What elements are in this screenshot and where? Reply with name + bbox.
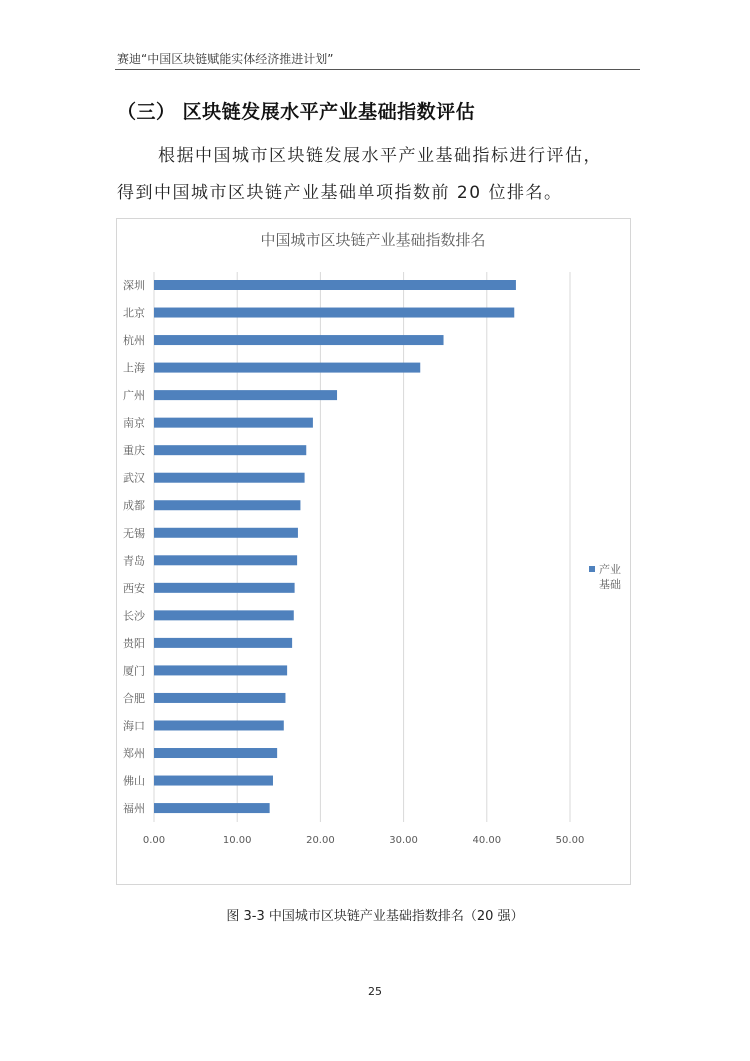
bar-海口 <box>154 720 284 730</box>
chart-title: 中国城市区块链产业基础指数排名 <box>260 231 486 249</box>
x-tick-label: 30.00 <box>389 835 418 846</box>
category-label: 南京 <box>123 416 145 430</box>
bar-武汉 <box>154 473 305 483</box>
category-label: 青岛 <box>123 554 145 568</box>
category-label: 厦门 <box>123 664 145 678</box>
bar-北京 <box>154 308 514 318</box>
bar-成都 <box>154 500 300 510</box>
category-label: 无锡 <box>123 526 145 540</box>
bar-青岛 <box>154 555 297 565</box>
category-label: 贵阳 <box>123 636 145 650</box>
category-label: 成都 <box>123 499 145 513</box>
category-label: 西安 <box>123 581 145 595</box>
bar-郑州 <box>154 748 277 758</box>
legend-swatch <box>589 566 595 572</box>
x-tick-label: 20.00 <box>306 835 335 846</box>
category-label: 上海 <box>123 361 145 375</box>
x-tick-label: 10.00 <box>222 835 252 846</box>
category-label: 武汉 <box>123 471 145 485</box>
document-header: 赛迪“中国区块链赋能实体经济推进计划” <box>117 52 334 66</box>
bar-合肥 <box>154 693 285 703</box>
category-label: 海口 <box>123 719 145 733</box>
bar-深圳 <box>154 280 516 290</box>
body-paragraph-line-1: 根据中国城市区块链发展水平产业基础指标进行评估， <box>158 146 602 166</box>
body-paragraph-line-2: 得到中国城市区块链产业基础单项指数前 20 位排名。 <box>117 183 563 203</box>
category-label: 长沙 <box>123 609 145 623</box>
section-title: （三） 区块链发展水平产业基础指数评估 <box>117 101 476 123</box>
legend-label-line-1: 产业 <box>599 563 621 576</box>
bar-广州 <box>154 390 337 400</box>
bar-贵阳 <box>154 638 292 648</box>
bar-南京 <box>154 418 313 428</box>
legend-label-line-2: 基础 <box>599 578 621 591</box>
category-label: 合肥 <box>123 691 145 705</box>
bar-上海 <box>154 363 420 373</box>
page-number: 25 <box>368 985 382 998</box>
category-label: 佛山 <box>123 774 145 788</box>
x-tick-label: 50.00 <box>555 835 585 846</box>
x-tick-label: 0.00 <box>142 835 166 846</box>
bar-长沙 <box>154 610 294 620</box>
bar-重庆 <box>154 445 306 455</box>
category-label: 福州 <box>123 802 145 816</box>
category-label: 广州 <box>123 389 145 403</box>
bar-佛山 <box>154 776 273 786</box>
category-label: 深圳 <box>123 279 145 292</box>
category-label: 郑州 <box>123 747 145 761</box>
bar-厦门 <box>154 665 287 675</box>
bar-福州 <box>154 803 270 813</box>
category-label: 北京 <box>123 306 145 320</box>
bar-西安 <box>154 583 295 593</box>
category-label: 重庆 <box>123 444 145 458</box>
bar-无锡 <box>154 528 298 538</box>
category-label: 杭州 <box>123 334 145 348</box>
bar-杭州 <box>154 335 444 345</box>
figure-caption: 图 3-3 中国城市区块链产业基础指数排名（20 强） <box>226 909 524 924</box>
x-tick-label: 40.00 <box>472 835 502 846</box>
